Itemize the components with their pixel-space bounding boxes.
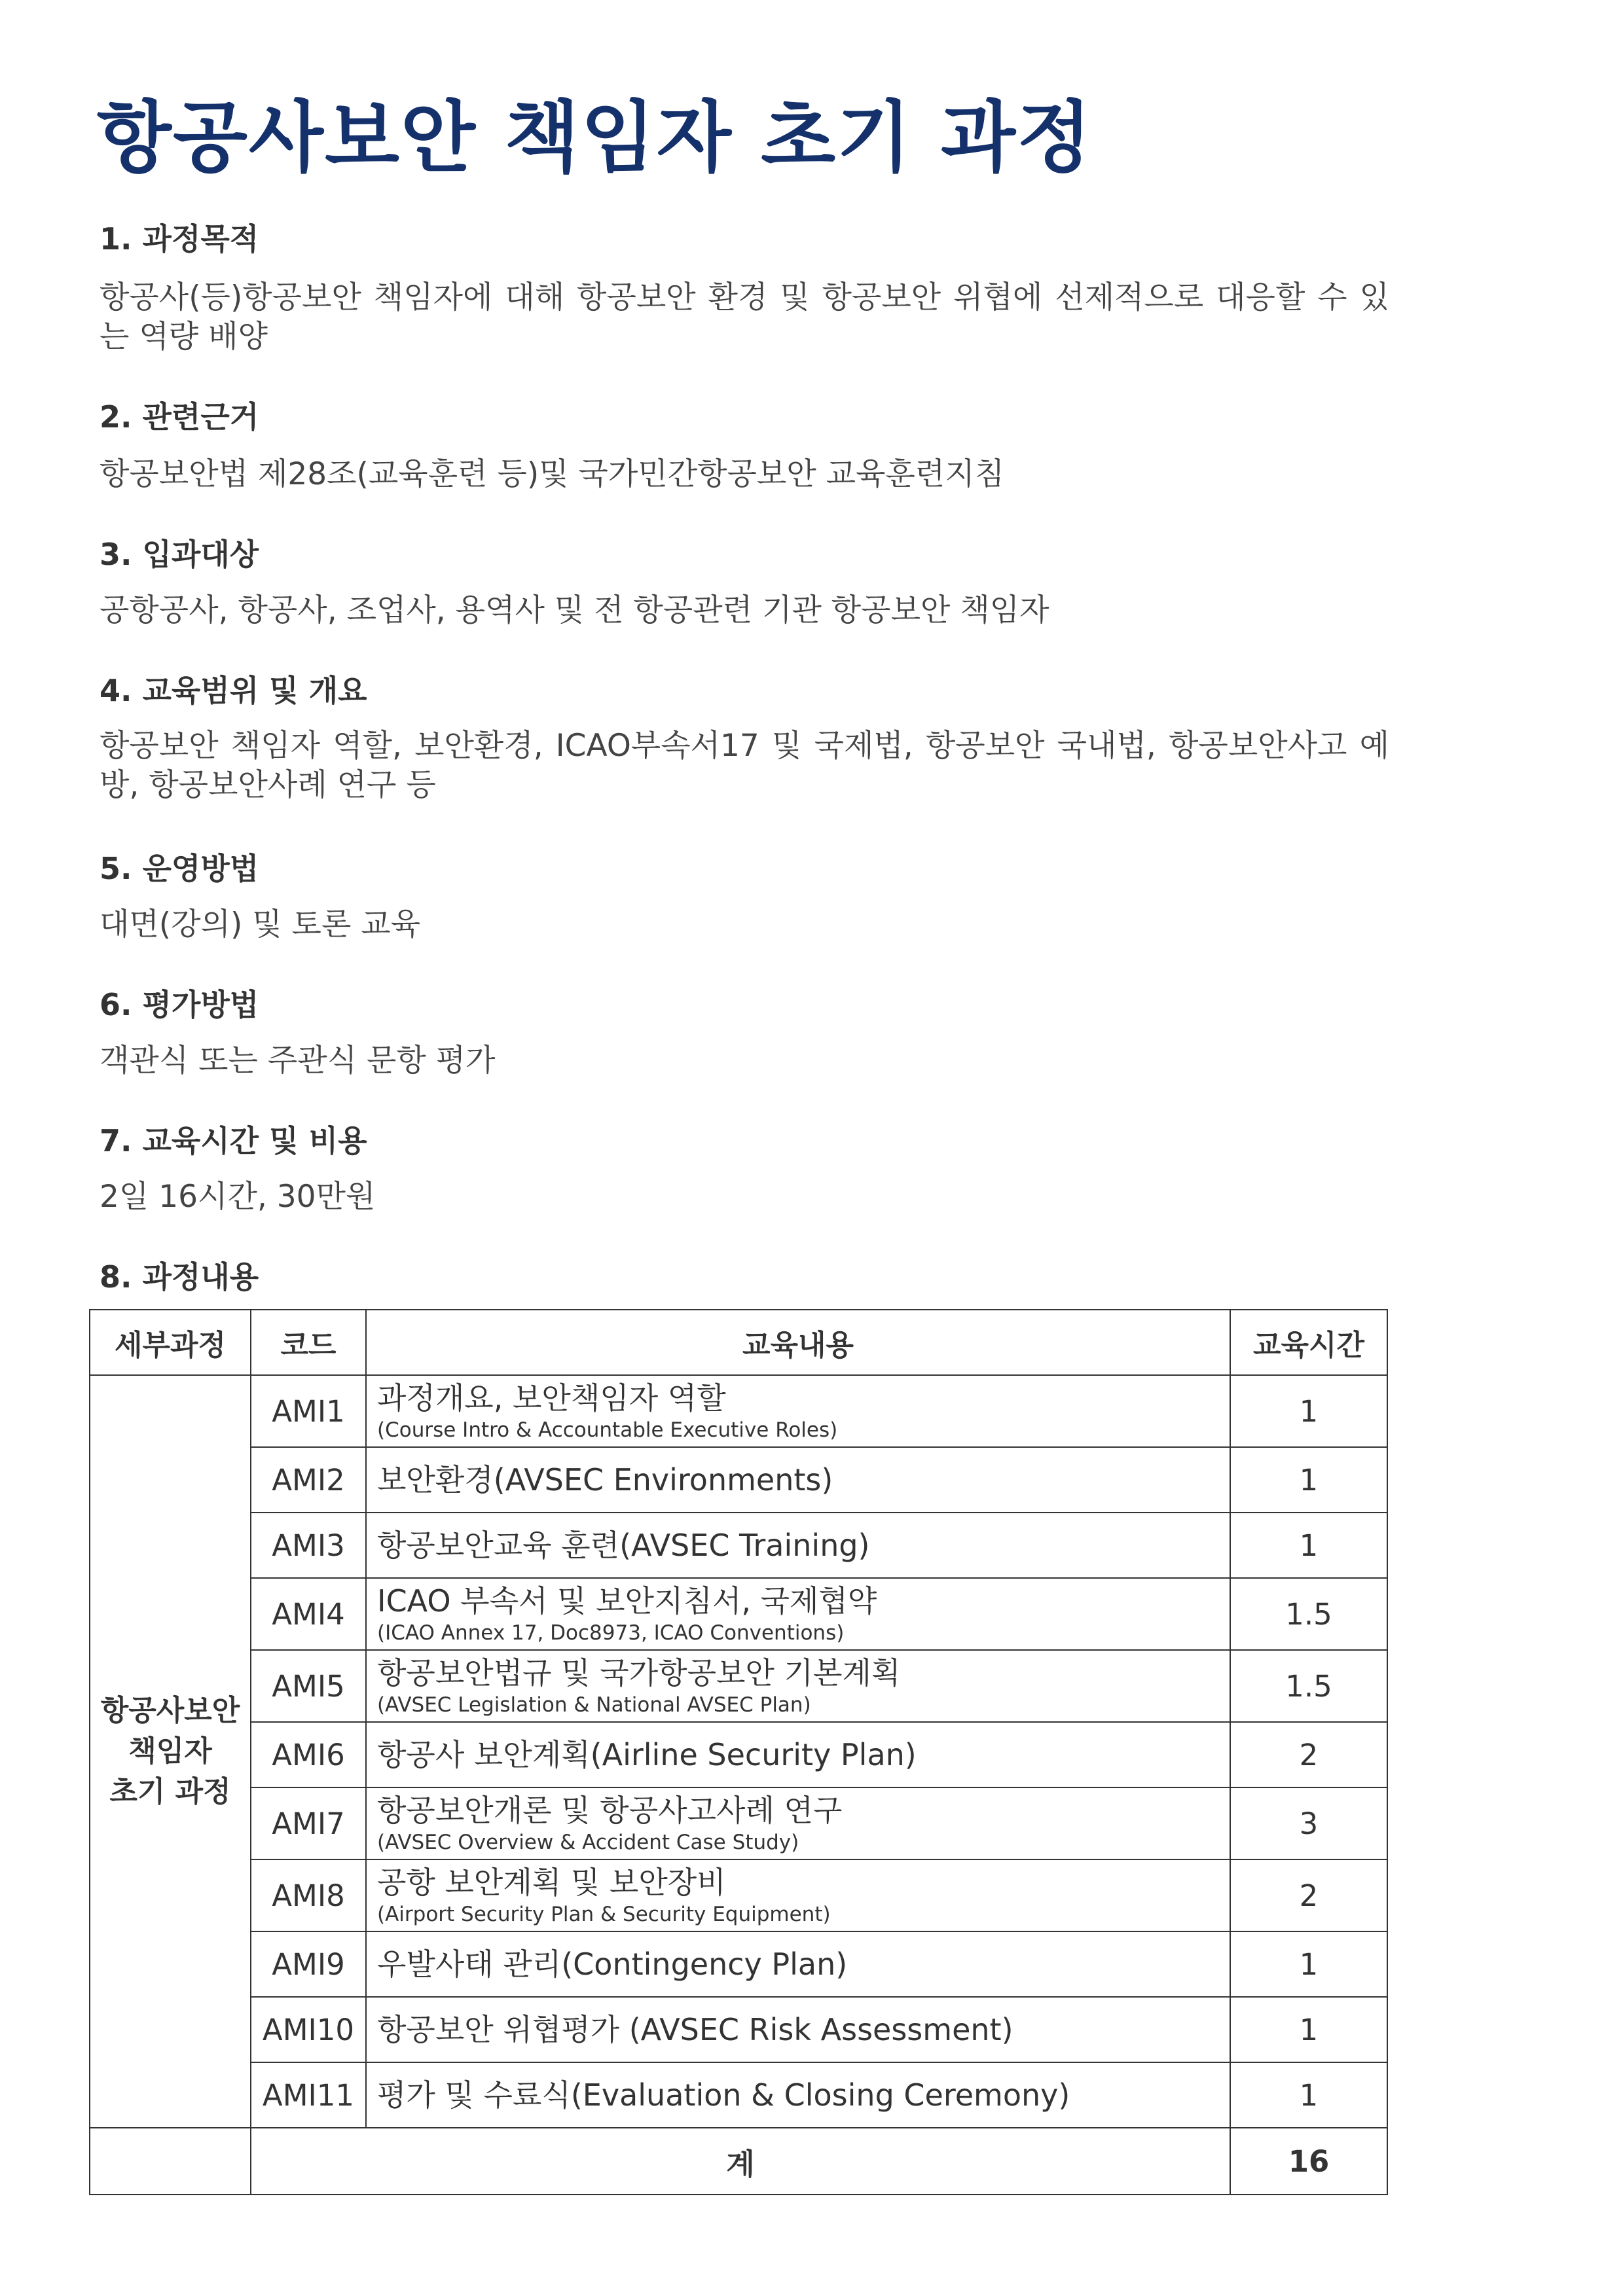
code-cell: AMI10: [251, 1997, 366, 2062]
code-cell: AMI4: [251, 1578, 366, 1650]
code-cell: AMI5: [251, 1650, 366, 1722]
table-row: [90, 1931, 1387, 1997]
header-content: 교육내용: [366, 1310, 1230, 1375]
section-heading-evaluation: 6. 평가방법: [100, 987, 259, 1022]
group-cell: [90, 1375, 251, 2128]
hours-cell: 1: [1230, 2062, 1387, 2128]
header-group: 세부과정: [90, 1310, 251, 1375]
total-label: 계: [251, 2128, 1230, 2195]
content-subtitle: (Course Intro & Accountable Executive Roles): [377, 1418, 838, 1442]
content-title: ICAO 부속서 및 보안지침서, 국제협약: [377, 1583, 877, 1619]
table-row: [90, 1859, 1387, 1931]
content-title: 항공사 보안계획(Airline Security Plan): [377, 1737, 917, 1772]
hours-cell: 1: [1230, 1375, 1387, 1447]
content-subtitle: (AVSEC Legislation & National AVSEC Plan): [377, 1693, 811, 1717]
page-title: 항공사보안 책임자 초기 과정: [97, 92, 1093, 183]
table-row: [90, 1578, 1387, 1650]
table-row: [90, 2062, 1387, 2128]
hours-cell: 1.5: [1230, 1650, 1387, 1722]
section-heading-basis: 2. 관련근거: [100, 399, 259, 435]
content-title: 공항 보안계획 및 보안장비: [377, 1865, 726, 1900]
group-label: 항공사보안 책임자 초기 과정: [100, 1694, 240, 1808]
table-total-row: [90, 2128, 1387, 2195]
table-row: [90, 1650, 1387, 1722]
total-spacer: [90, 2128, 251, 2195]
content-cell: [366, 1375, 1230, 1447]
section-body-method: 대면(강의) 및 토론 교육: [100, 906, 421, 942]
content-cell: [366, 2062, 1230, 2128]
section-heading-time-cost: 7. 교육시간 및 비용: [100, 1123, 367, 1158]
hours-cell: 2: [1230, 1722, 1387, 1787]
content-cell: [366, 1931, 1230, 1997]
section-heading-target: 3. 입과대상: [100, 537, 259, 572]
section-body-time-cost: 2일 16시간, 30만원: [100, 1179, 376, 1215]
table-row: [90, 1375, 1387, 1447]
content-cell: [366, 1578, 1230, 1650]
code-cell: AMI11: [251, 2062, 366, 2128]
hours-cell: 2: [1230, 1859, 1387, 1931]
content-title: 평가 및 수료식(Evaluation & Closing Ceremony): [377, 2077, 1070, 2113]
section-body-target: 공항공사, 항공사, 조업사, 용역사 및 전 항공관련 기관 항공보안 책임자: [100, 592, 1049, 628]
header-hours: 교육시간: [1230, 1310, 1387, 1375]
table-header-row: [90, 1310, 1387, 1375]
content-title: 항공보안교육 훈련(AVSEC Training): [377, 1528, 870, 1563]
content-title: 항공보안법규 및 국가항공보안 기본계획: [377, 1655, 901, 1691]
header-code: 코드: [251, 1310, 366, 1375]
content-subtitle: (ICAO Annex 17, Doc8973, ICAO Conventions): [377, 1621, 845, 1645]
code-cell: AMI3: [251, 1513, 366, 1578]
code-cell: AMI2: [251, 1447, 366, 1513]
code-cell: AMI9: [251, 1931, 366, 1997]
content-title: 보안환경(AVSEC Environments): [377, 1462, 833, 1498]
hours-cell: 1: [1230, 1447, 1387, 1513]
section-heading-scope: 4. 교육범위 및 개요: [100, 673, 367, 708]
content-title: 항공보안 위협평가 (AVSEC Risk Assessment): [377, 2012, 1013, 2047]
hours-cell: 1: [1230, 1931, 1387, 1997]
table-row: [90, 1513, 1387, 1578]
content-subtitle: (Airport Security Plan & Security Equipment): [377, 1903, 831, 1926]
code-cell: AMI8: [251, 1859, 366, 1931]
code-cell: AMI1: [251, 1375, 366, 1447]
section-body-scope: 항공보안 책임자 역할, 보안환경, ICAO부속서17 및 국제법, 항공보안 국내법, 항공보안사고 예방, 항공보안사례 연구 등: [100, 728, 1389, 803]
hours-cell: 1.5: [1230, 1578, 1387, 1650]
content-cell: [366, 1722, 1230, 1787]
content-cell: [366, 1513, 1230, 1578]
content-cell: [366, 1787, 1230, 1859]
hours-cell: 1: [1230, 1997, 1387, 2062]
content-title: 우발사태 관리(Contingency Plan): [377, 1946, 848, 1982]
table-row: [90, 1787, 1387, 1859]
content-cell: [366, 1997, 1230, 2062]
hours-cell: 3: [1230, 1787, 1387, 1859]
hours-cell: 1: [1230, 1513, 1387, 1578]
section-body-basis: 항공보안법 제28조(교육훈련 등)및 국가민간항공보안 교육훈련지침: [100, 456, 1005, 492]
table-row: [90, 1447, 1387, 1513]
course-table: [89, 1309, 1388, 2195]
content-subtitle: (AVSEC Overview & Accident Case Study): [377, 1831, 799, 1854]
content-cell: [366, 1650, 1230, 1722]
section-body-evaluation: 객관식 또는 주관식 문항 평가: [100, 1043, 496, 1079]
content-cell: [366, 1447, 1230, 1513]
total-hours: 16: [1230, 2128, 1387, 2195]
section-heading-method: 5. 운영방법: [100, 851, 259, 886]
section-heading-contents: 8. 과정내용: [100, 1259, 259, 1295]
section-body-purpose: 항공사(등)항공보안 책임자에 대해 항공보안 환경 및 항공보안 위협에 선제적으로 대응할 수 있는 역량 배양: [100, 279, 1389, 355]
code-cell: AMI6: [251, 1722, 366, 1787]
section-heading-purpose: 1. 과정목적: [100, 221, 259, 257]
content-title: 과정개요, 보안책임자 역할: [377, 1380, 726, 1416]
code-cell: AMI7: [251, 1787, 366, 1859]
content-title: 항공보안개론 및 항공사고사례 연구: [377, 1793, 843, 1828]
table-row: [90, 1722, 1387, 1787]
content-cell: [366, 1859, 1230, 1931]
table-row: [90, 1997, 1387, 2062]
